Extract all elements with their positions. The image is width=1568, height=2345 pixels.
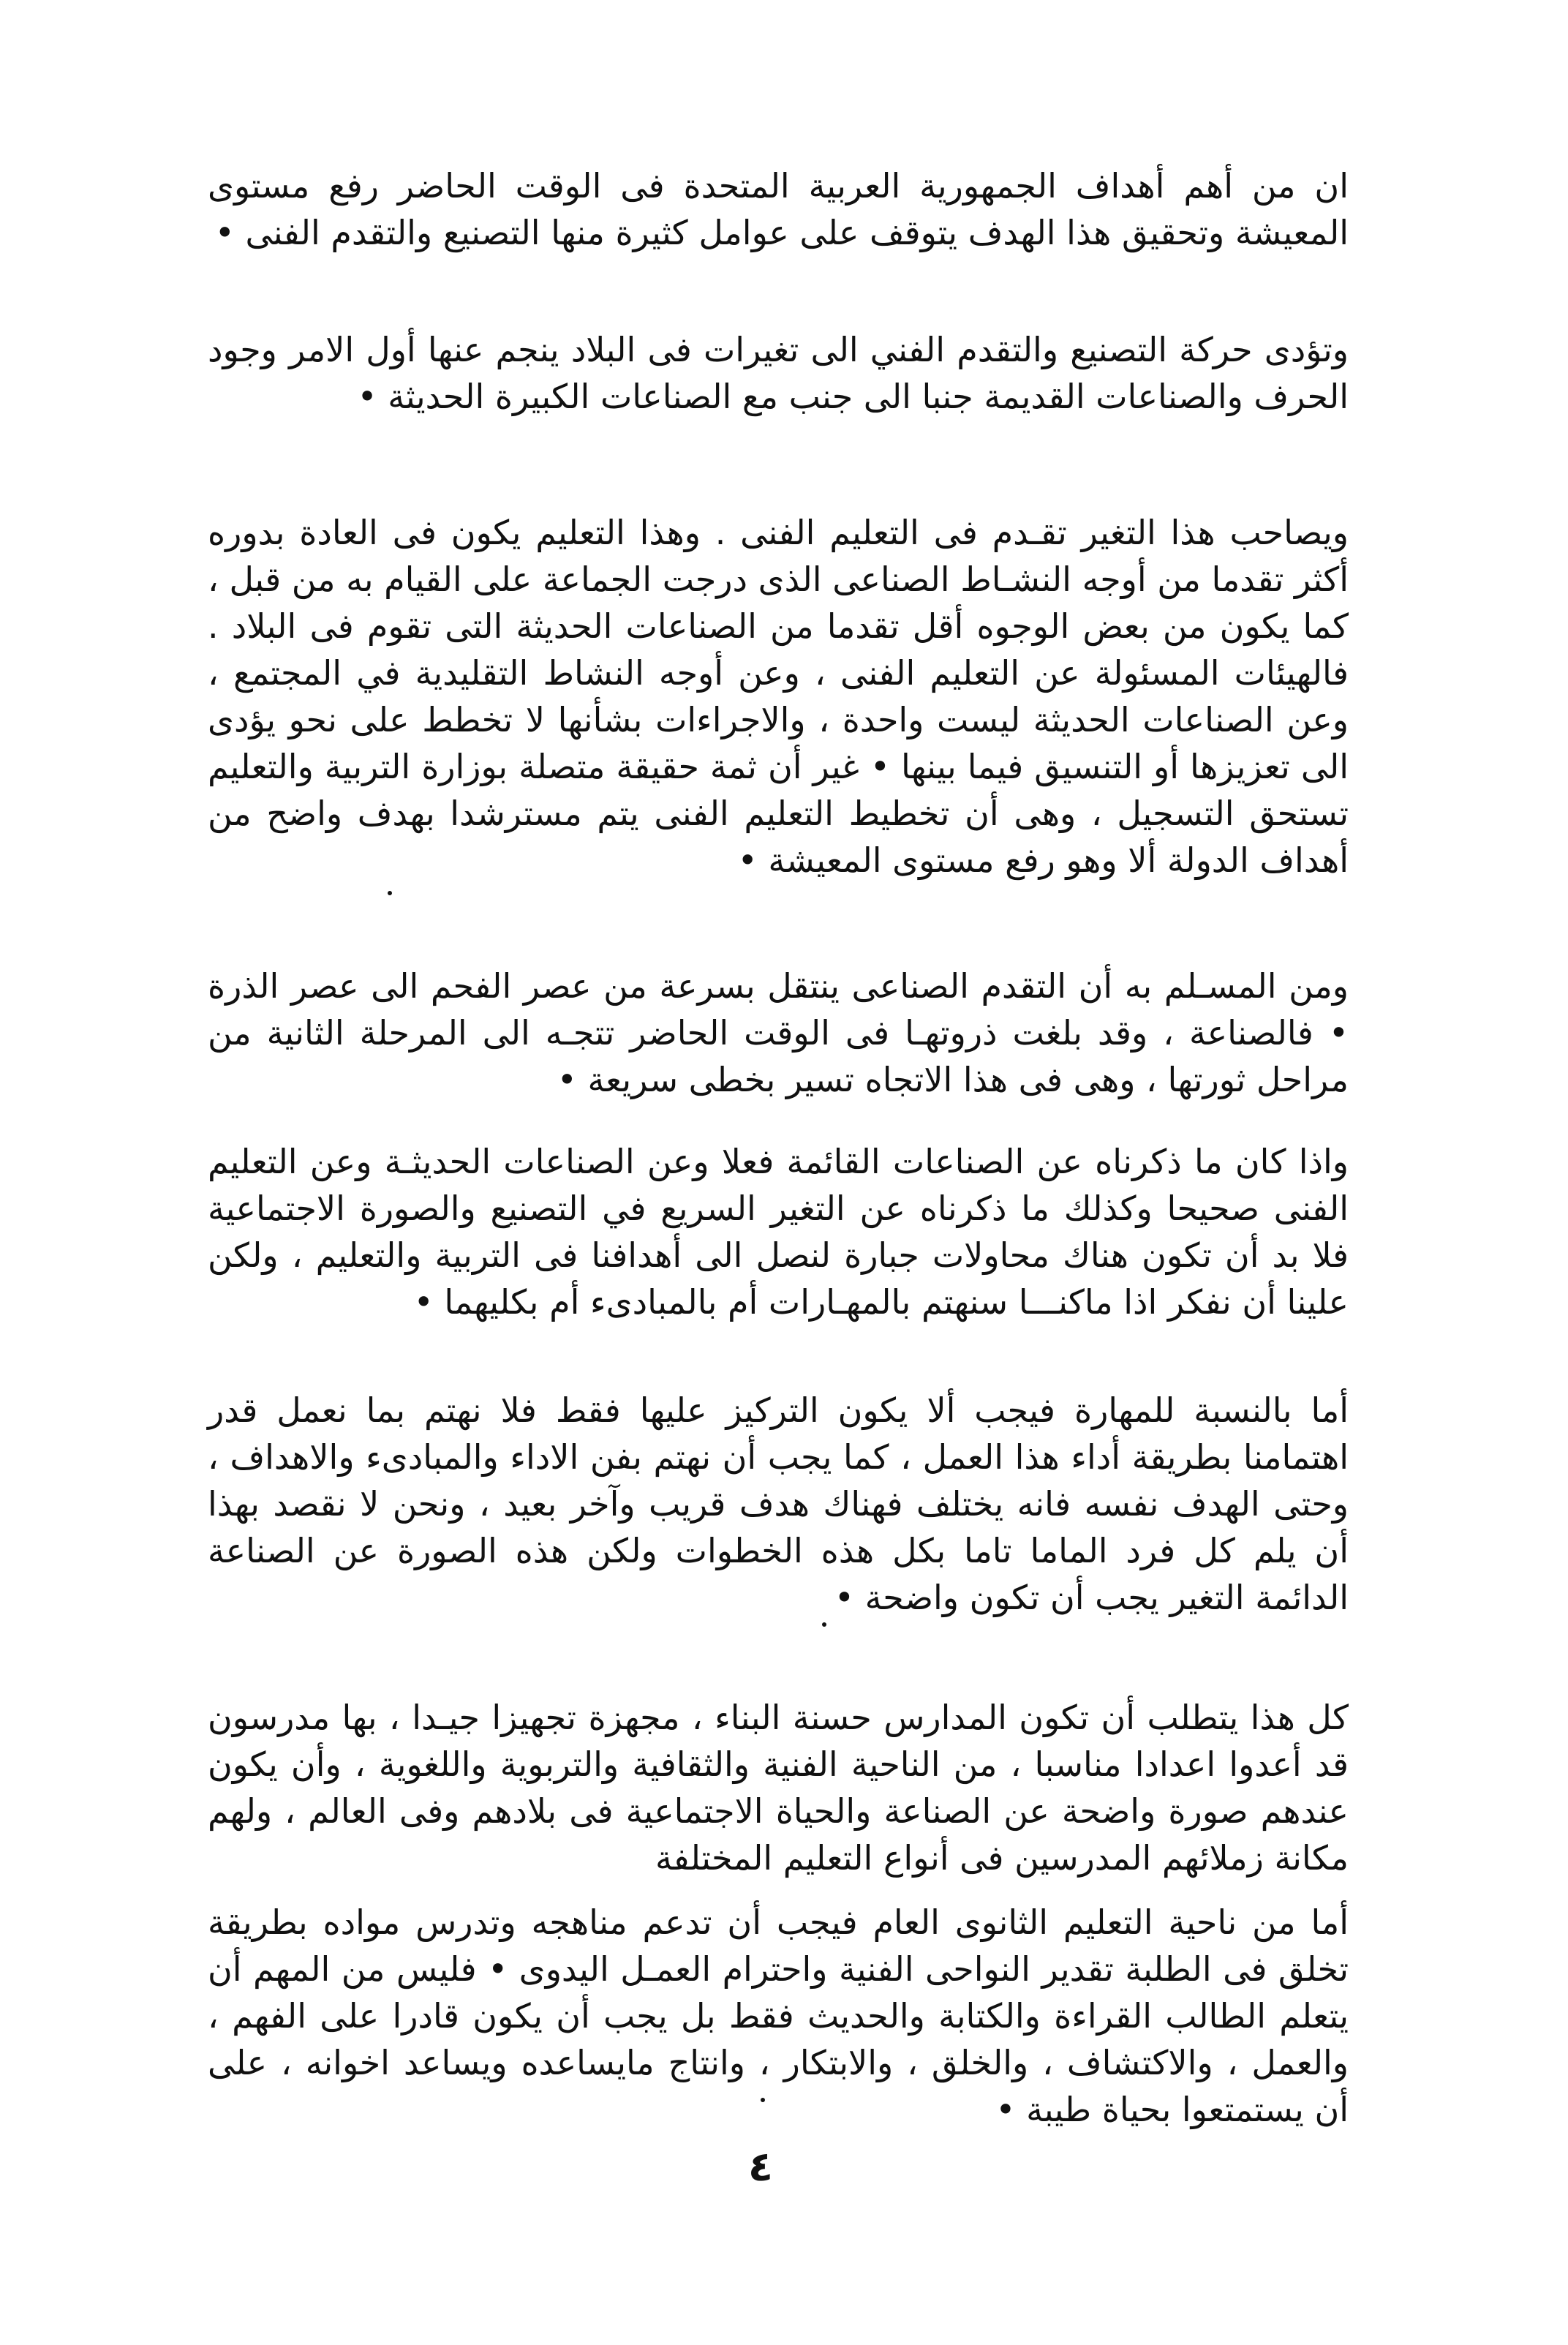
paragraph-efforts: واذا كان ما ذكرناه عن الصناعات القائمة فعلا وعن الصناعات الحديثـة وعن التعليم الفنى صحيحا وكذلك ما ذكرناه عن التغير السريع في التصنيع والصورة الاجتماعية فلا بد أن تكون هناك محاولات جبارة لنصل الى أهدافنا فى التربية والتعليم ، ولكن علينا أن نفكر اذا ماكنـــا سنهتم بالمهـارات أم بالمبادىء أم بكليهما • xyxy=(208,1142,1349,1322)
paragraph-secondary-education: أما من ناحية التعليم الثانوى العام فيجب أن تدعم مناهجه وتدرس مواده بطريقة تخلق فى الطلبة تقدير النواحى الفنية واحترام العمـل اليدوى • فليس من المهم أن يتعلم الطالب القراءة والكتابة والحديث فقط بل يجب أن يكون قادرا على الفهم ، والعمل ، والاكتشاف ، والخلق ، والابتكار ، وانتاج مايساعده ويساعد اخوانه ، على أن يستمتعوا بحياة طيبة • xyxy=(208,1902,1349,2129)
ink-dot xyxy=(761,2098,765,2102)
paragraph-industrial-progress: ومن المسـلم به أن التقدم الصناعى ينتقل بسرعة من عصر الفحم الى عصر الذرة • فالصناعة ، وقد بلغت ذروتهـا فى الوقت الحاضر تتجـه الى المرحلة الثانية من مراحل ثورتها ، وهى فى هذا الاتجاه تسير بخطى سريعة • xyxy=(208,966,1349,1099)
paragraph-goals: ان من أهم أهداف الجمهورية العربية المتحدة فى الوقت الحاضر رفع مستوى المعيشة وتحقيق هذا الهدف يتوقف على عوامل كثيرة منها التصنيع والتقدم الفنى • xyxy=(208,166,1349,252)
page-number: ٤ xyxy=(747,2143,774,2191)
ink-dot xyxy=(388,891,392,895)
paragraph-industrialization: وتؤدى حركة التصنيع والتقدم الفني الى تغيرات فى البلاد ينجم عنها أول الامر وجود الحرف والصناعات القديمة جنبا الى جنب مع الصناعات الكبيرة الحديثة • xyxy=(208,330,1349,416)
ink-dot xyxy=(822,1622,826,1627)
paragraph-schools: كل هذا يتطلب أن تكون المدارس حسنة البناء ، مجهزة تجهيزا جيـدا ، بها مدرسون قد أعدوا اعدادا مناسبا ، من الناحية الفنية والثقافية والتربوية واللغوية ، وأن يكون عندهم صورة واضحة عن الصناعة والحياة الاجتماعية فى بلادهم وفى العالم ، ولهم مكانة زملائهم المدرسين فى أنواع التعليم المختلفة xyxy=(208,1698,1349,1878)
paragraph-technical-education: ويصاحب هذا التغير تقـدم فى التعليم الفنى . وهذا التعليم يكون فى العادة بدوره أكثر تقدما من أوجه النشـاط الصناعى الذى درجت الجماعة على القيام به من قبل ، كما يكون من بعض الوجوه أقل تقدما من الصناعات الحديثة التى تقوم فى البلاد . فالهيئات المسئولة عن التعليم الفنى ، وعن أوجه النشاط التقليدية في المجتمع ، وعن الصناعات الحديثة ليست واحدة ، والاجراءات بشأنها لا تخطط على نحو يؤدى الى تعزيزها أو التنسيق فيما بينها • غير أن ثمة حقيقة متصلة بوزارة التربية والتعليم تستحق التسجيل ، وهى أن تخطيط التعليم الفنى يتم مسترشدا بهدف واضح من أهداف الدولة ألا وهو رفع مستوى المعيشة • xyxy=(208,513,1349,880)
paragraph-skills: أما بالنسبة للمهارة فيجب ألا يكون التركيز عليها فقط فلا نهتم بما نعمل قدر اهتمامنا بطريقة أداء هذا العمل ، كما يجب أن نهتم بفن الاداء والمبادىء والاهداف ، وحتى الهدف نفسه فانه يختلف فهناك هدف قريب وآخر بعيد ، ونحن لا نقصد بهذا أن يلم كل فرد الماما تاما بكل هذه الخطوات ولكن هذه الصورة عن الصناعة الدائمة التغير يجب أن تكون واضحة • xyxy=(208,1390,1349,1617)
